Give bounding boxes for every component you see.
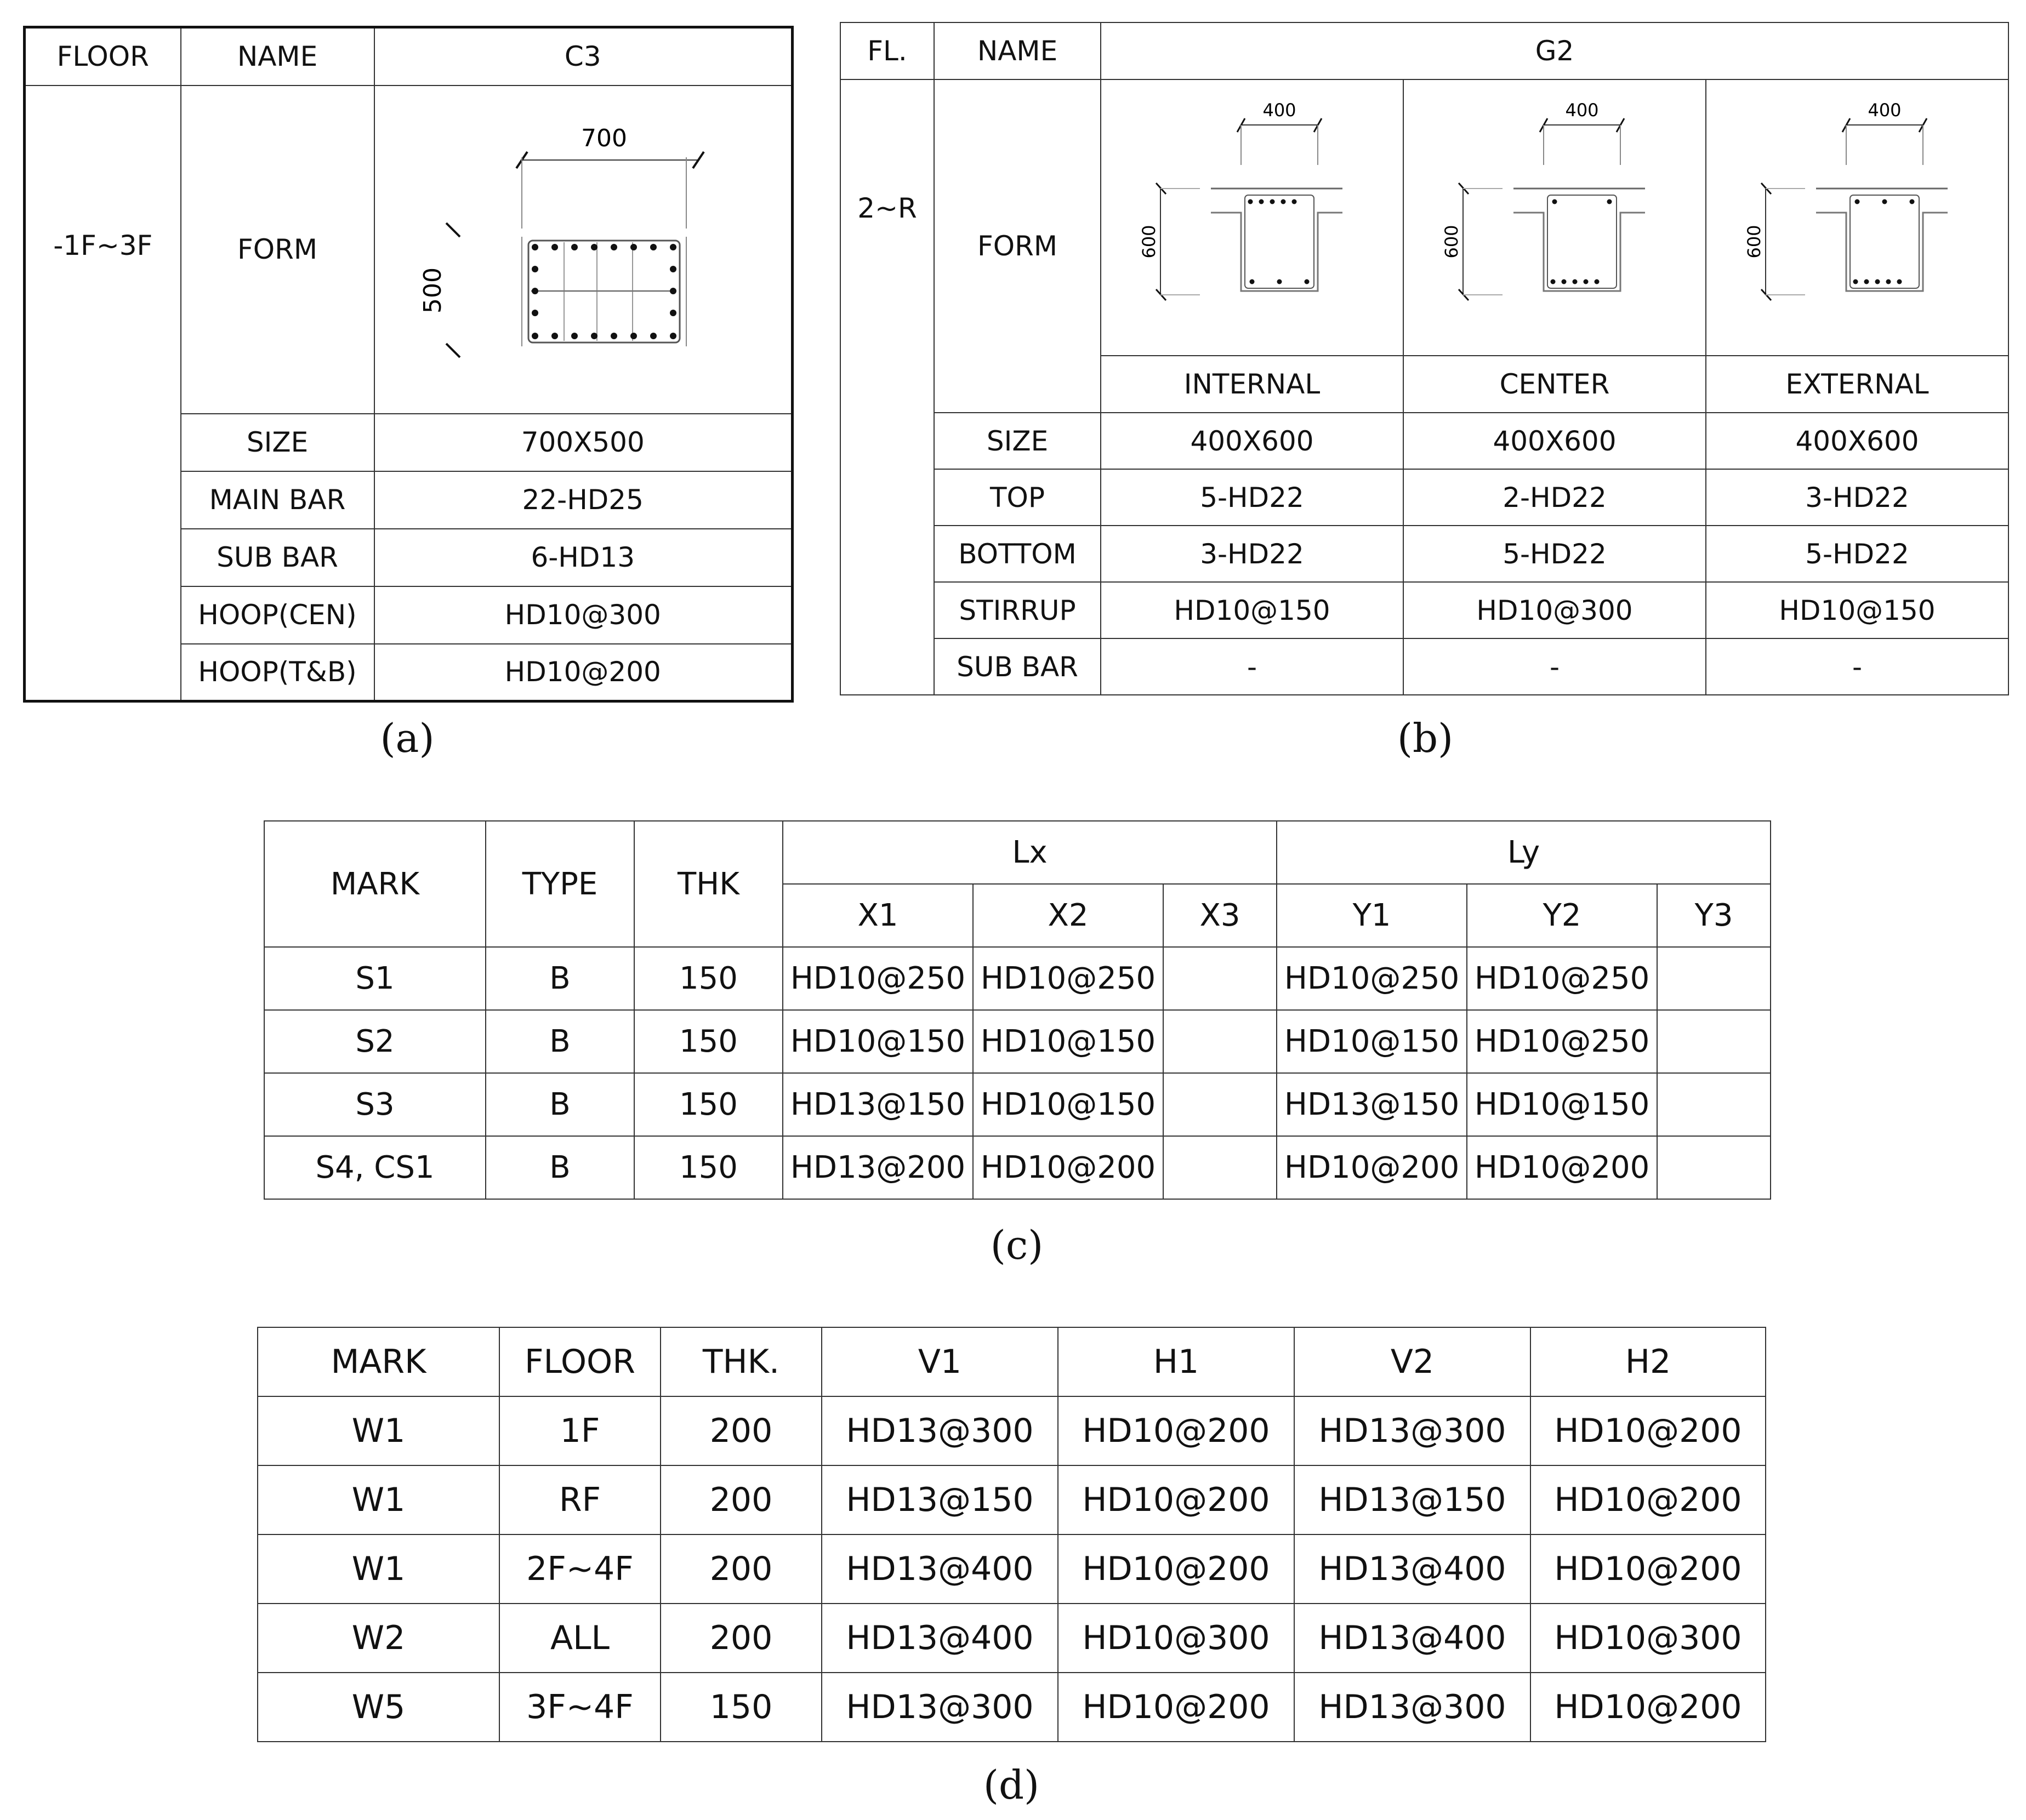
cell-x2: HD10@250 <box>973 947 1163 1010</box>
row-value: HD10@150 <box>1706 582 2008 638</box>
cell-type: B <box>486 1136 634 1199</box>
cell-v1: HD13@400 <box>822 1534 1058 1604</box>
cell-thk: 200 <box>661 1534 822 1604</box>
cell-h2: HD10@200 <box>1530 1673 1766 1742</box>
beam-section-diagram-center <box>1404 80 1705 349</box>
row-label: SUB BAR <box>181 529 374 586</box>
row-label: SIZE <box>934 413 1101 469</box>
header-floor: FLOOR <box>25 27 181 85</box>
cell-h1: HD10@200 <box>1058 1673 1294 1742</box>
table-row <box>258 1534 1766 1604</box>
cell-y3 <box>1657 947 1771 1010</box>
header-row <box>258 1327 1766 1396</box>
table-row <box>264 947 1771 1010</box>
row-value: HD10@150 <box>1101 582 1403 638</box>
cell-type: B <box>486 947 634 1010</box>
cell-y3 <box>1657 1136 1771 1199</box>
position-internal: INTERNAL <box>1101 356 1403 413</box>
header-x1: X1 <box>783 884 973 947</box>
slab-schedule-table <box>264 820 1771 1200</box>
form-label: FORM <box>934 79 1101 413</box>
cell-thk: 150 <box>634 947 783 1010</box>
cell-thk: 150 <box>661 1673 822 1742</box>
cell-x2: HD10@200 <box>973 1136 1163 1199</box>
cell-v2: HD13@400 <box>1294 1604 1530 1673</box>
girder-schedule-table <box>840 22 2009 695</box>
svg-text:700: 700 <box>581 124 627 152</box>
svg-text:400: 400 <box>1565 100 1599 121</box>
cell-y2: HD10@250 <box>1467 947 1657 1010</box>
row-value: 22-HD25 <box>374 471 793 529</box>
cell-floor: RF <box>499 1465 661 1534</box>
cell-v1: HD13@400 <box>822 1604 1058 1673</box>
cell-h1: HD10@200 <box>1058 1396 1294 1465</box>
row-value: 2-HD22 <box>1403 469 1706 526</box>
row-value: 3-HD22 <box>1101 526 1403 582</box>
header-h2: H2 <box>1530 1327 1766 1396</box>
cell-v2: HD13@300 <box>1294 1396 1530 1465</box>
header-x3: X3 <box>1163 884 1277 947</box>
cell-x1: HD10@150 <box>783 1010 973 1073</box>
table-row <box>264 1073 1771 1136</box>
cell-y1: HD10@200 <box>1277 1136 1467 1199</box>
table-row <box>258 1465 1766 1534</box>
table-row <box>258 1673 1766 1742</box>
row-label: STIRRUP <box>934 582 1101 638</box>
cell-h1: HD10@200 <box>1058 1465 1294 1534</box>
row-value: 5-HD22 <box>1403 526 1706 582</box>
caption-b: (b) <box>1397 715 1454 761</box>
row-label: HOOP(T&B) <box>181 644 374 701</box>
cell-h1: HD10@300 <box>1058 1604 1294 1673</box>
caption-d: (d) <box>983 1762 1040 1808</box>
column-schedule-table <box>23 26 794 703</box>
header-member: G2 <box>1101 22 2008 79</box>
cell-floor: ALL <box>499 1604 661 1673</box>
cell-v1: HD13@300 <box>822 1396 1058 1465</box>
form-label: FORM <box>181 85 374 414</box>
cell-mark: W1 <box>258 1465 499 1534</box>
header-thk: THK. <box>661 1327 822 1396</box>
header-y1: Y1 <box>1277 884 1467 947</box>
caption-c: (c) <box>990 1222 1044 1268</box>
cell-x3 <box>1163 1073 1277 1136</box>
svg-text:400: 400 <box>1262 100 1296 121</box>
cell-y1: HD13@150 <box>1277 1073 1467 1136</box>
cell-x2: HD10@150 <box>973 1073 1163 1136</box>
cell-x2: HD10@150 <box>973 1010 1163 1073</box>
row-value: 5-HD22 <box>1101 469 1403 526</box>
header-name: NAME <box>181 27 374 85</box>
cell-thk: 150 <box>634 1136 783 1199</box>
row-label: SUB BAR <box>934 638 1101 695</box>
girder-section-external <box>1706 79 2008 356</box>
header-y2: Y2 <box>1467 884 1657 947</box>
cell-mark: W5 <box>258 1673 499 1742</box>
header-floor: FL. <box>840 22 934 79</box>
row-label: TOP <box>934 469 1101 526</box>
cell-h2: HD10@200 <box>1530 1465 1766 1534</box>
header-v2: V2 <box>1294 1327 1530 1396</box>
cell-x3 <box>1163 1136 1277 1199</box>
row-label: HOOP(CEN) <box>181 586 374 644</box>
row-label: BOTTOM <box>934 526 1101 582</box>
header-lx: Lx <box>783 821 1277 884</box>
svg-text:600: 600 <box>1139 225 1159 259</box>
floor-value: -1F~3F <box>25 85 181 701</box>
table-row <box>258 1396 1766 1465</box>
row-value: HD10@300 <box>374 586 793 644</box>
cell-floor: 1F <box>499 1396 661 1465</box>
beam-section-diagram-external <box>1706 80 2008 349</box>
cell-y1: HD10@150 <box>1277 1010 1467 1073</box>
row-value: HD10@200 <box>374 644 793 701</box>
header-v1: V1 <box>822 1327 1058 1396</box>
cell-x1: HD13@200 <box>783 1136 973 1199</box>
row-value: 3-HD22 <box>1706 469 2008 526</box>
row-value: 6-HD13 <box>374 529 793 586</box>
girder-section-internal <box>1101 79 1403 356</box>
row-value: - <box>1403 638 1706 695</box>
header-ly: Ly <box>1277 821 1771 884</box>
cell-thk: 150 <box>634 1010 783 1073</box>
position-center: CENTER <box>1403 356 1706 413</box>
row-value: 400X600 <box>1101 413 1403 469</box>
cell-h2: HD10@200 <box>1530 1396 1766 1465</box>
cell-floor: 3F~4F <box>499 1673 661 1742</box>
beam-section-diagram-internal <box>1101 80 1403 349</box>
cell-mark: S3 <box>264 1073 486 1136</box>
header-x2: X2 <box>973 884 1163 947</box>
column-section-drawing <box>374 85 793 414</box>
cell-x1: HD13@150 <box>783 1073 973 1136</box>
cell-y3 <box>1657 1073 1771 1136</box>
floor-value: 2~R <box>840 79 934 695</box>
svg-text:500: 500 <box>418 267 447 313</box>
position-external: EXTERNAL <box>1706 356 2008 413</box>
cell-y1: HD10@250 <box>1277 947 1467 1010</box>
cell-thk: 200 <box>661 1396 822 1465</box>
row-value: 400X600 <box>1706 413 2008 469</box>
cell-floor: 2F~4F <box>499 1534 661 1604</box>
cell-y3 <box>1657 1010 1771 1073</box>
cell-thk: 150 <box>634 1073 783 1136</box>
cell-h1: HD10@200 <box>1058 1534 1294 1604</box>
cell-v2: HD13@300 <box>1294 1673 1530 1742</box>
cell-y2: HD10@200 <box>1467 1136 1657 1199</box>
cell-x3 <box>1163 947 1277 1010</box>
cell-x3 <box>1163 1010 1277 1073</box>
cell-x1: HD10@250 <box>783 947 973 1010</box>
header-type: TYPE <box>486 821 634 947</box>
caption-a: (a) <box>380 715 435 761</box>
row-value: 700X500 <box>374 414 793 471</box>
cell-y2: HD10@250 <box>1467 1010 1657 1073</box>
cell-thk: 200 <box>661 1465 822 1534</box>
column-section-diagram <box>375 86 792 407</box>
cell-mark: S2 <box>264 1010 486 1073</box>
cell-type: B <box>486 1010 634 1073</box>
table-row <box>258 1604 1766 1673</box>
header-h1: H1 <box>1058 1327 1294 1396</box>
header-floor: FLOOR <box>499 1327 661 1396</box>
cell-v1: HD13@300 <box>822 1673 1058 1742</box>
cell-v1: HD13@150 <box>822 1465 1058 1534</box>
header-member: C3 <box>374 27 793 85</box>
cell-thk: 200 <box>661 1604 822 1673</box>
row-label: MAIN BAR <box>181 471 374 529</box>
cell-mark: W1 <box>258 1396 499 1465</box>
svg-text:400: 400 <box>1868 100 1902 121</box>
table-row <box>264 1136 1771 1199</box>
wall-schedule-table <box>257 1327 1766 1742</box>
row-value: 400X600 <box>1403 413 1706 469</box>
cell-type: B <box>486 1073 634 1136</box>
cell-v2: HD13@400 <box>1294 1534 1530 1604</box>
cell-y2: HD10@150 <box>1467 1073 1657 1136</box>
cell-mark: S1 <box>264 947 486 1010</box>
row-value: - <box>1706 638 2008 695</box>
svg-text:600: 600 <box>1441 225 1462 259</box>
cell-h2: HD10@300 <box>1530 1604 1766 1673</box>
cell-v2: HD13@150 <box>1294 1465 1530 1534</box>
cell-mark: S4, CS1 <box>264 1136 486 1199</box>
header-mark: MARK <box>264 821 486 947</box>
row-value: HD10@300 <box>1403 582 1706 638</box>
row-value: 5-HD22 <box>1706 526 2008 582</box>
header-name: NAME <box>934 22 1101 79</box>
row-value: - <box>1101 638 1403 695</box>
header-y3: Y3 <box>1657 884 1771 947</box>
girder-section-center <box>1403 79 1706 356</box>
cell-mark: W1 <box>258 1534 499 1604</box>
header-thk: THK <box>634 821 783 947</box>
svg-text:600: 600 <box>1744 225 1765 259</box>
cell-mark: W2 <box>258 1604 499 1673</box>
table-row <box>264 1010 1771 1073</box>
cell-h2: HD10@200 <box>1530 1534 1766 1604</box>
header-mark: MARK <box>258 1327 499 1396</box>
row-label: SIZE <box>181 414 374 471</box>
